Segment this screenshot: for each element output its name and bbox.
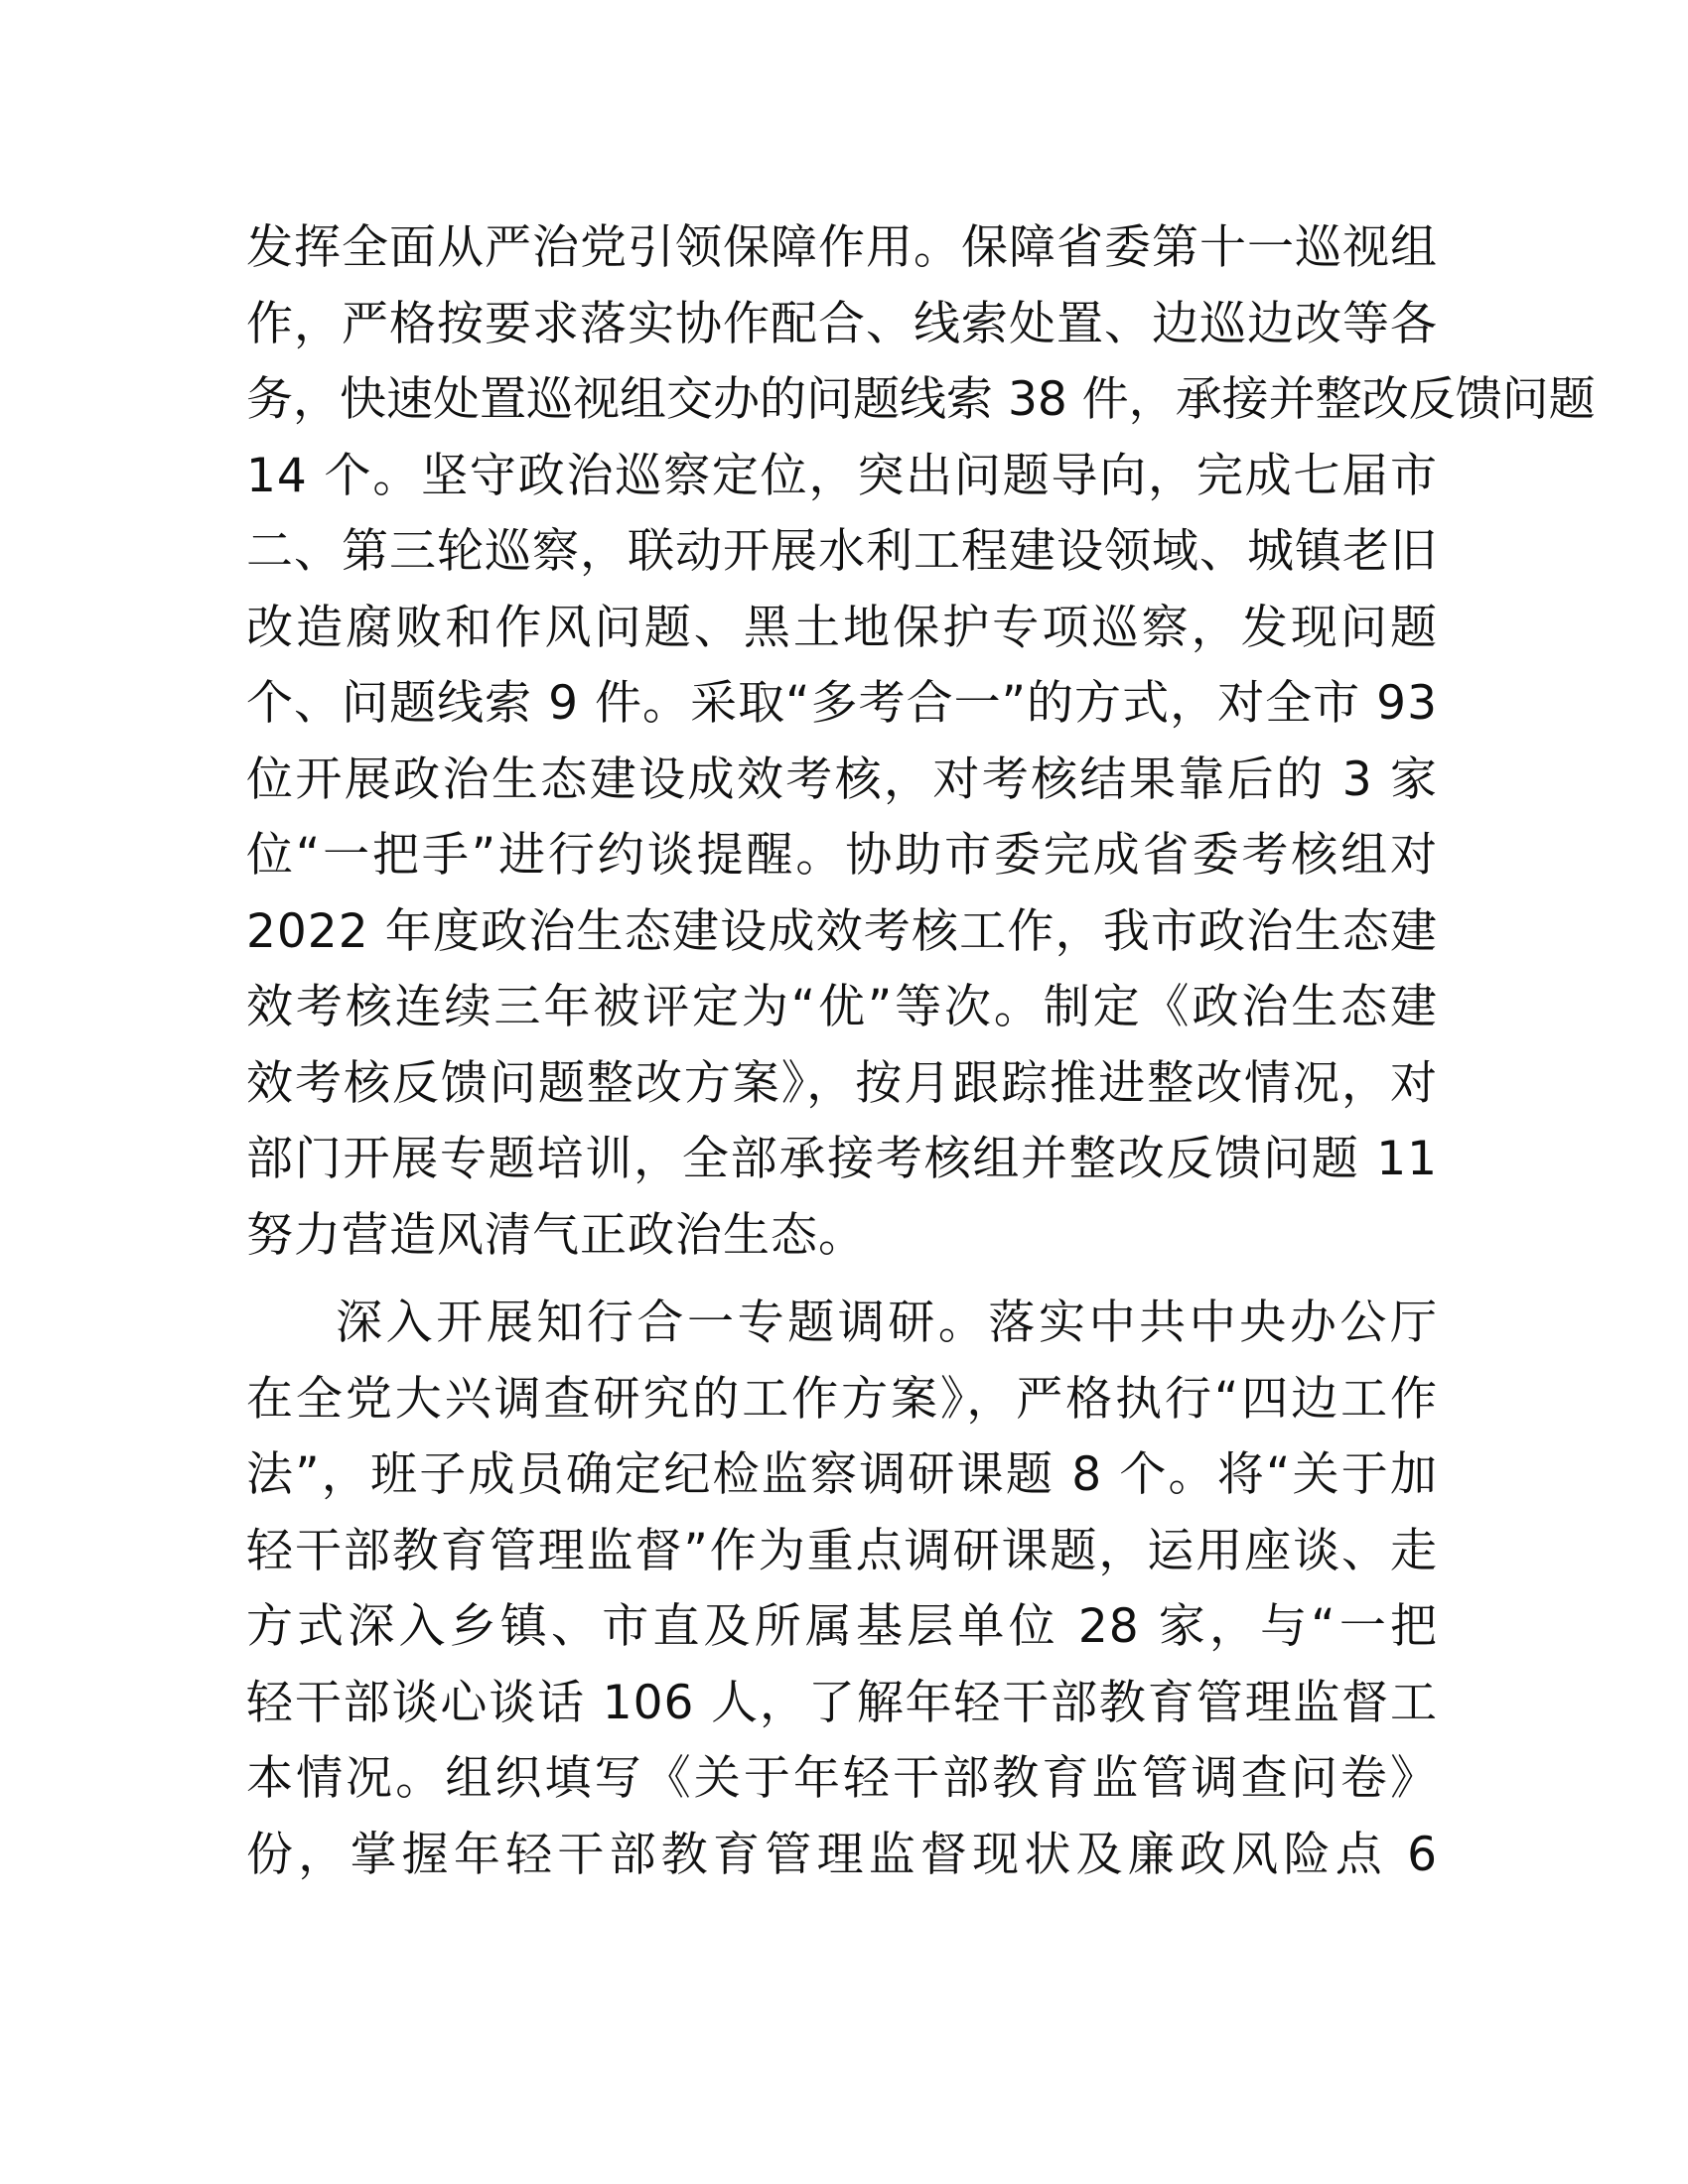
text-line: 个、问题线索 9 件。采取“多考合一”的方式，对全市 93	[246, 676, 1438, 731]
text-line: 二、第三轮巡察，联动开展水利工程建设领域、城镇老旧	[246, 524, 1438, 579]
text-line: 轻干部谈心谈话 106 人，了解年轻干部教育管理监督工	[246, 1675, 1438, 1730]
text-line: 在全党大兴调查研究的工作方案》，严格执行“四边工作	[246, 1371, 1438, 1427]
text-line: 2022 年度政治生态建设成效考核工作，我市政治生态建	[246, 903, 1438, 959]
text-line: 效考核连续三年被评定为“优”等次。制定《政治生态建	[246, 980, 1438, 1034]
text-line: 效考核反馈问题整改方案》，按月跟踪推进整改情况，对	[246, 1055, 1438, 1111]
paragraph-1	[246, 210, 1596, 1274]
text-line: 发挥全面从严治党引领保障作用。保障省委第十一巡视组	[246, 220, 1438, 275]
body-text	[246, 210, 1596, 1893]
text-line: 本情况。组织填写《关于年轻干部教育监管调查问卷》	[246, 1751, 1438, 1806]
text-line: 部门开展专题培训，全部承接考核组并整改反馈问题 11	[246, 1132, 1438, 1186]
text-line: 作，严格按要求落实协作配合、线索处置、边巡边改等各	[246, 296, 1438, 351]
text-line: 位“一把手”进行约谈提醒。协助市委完成省委考核组对	[246, 828, 1438, 883]
text-line: 法”，班子成员确定纪检监察调研课题 8 个。将“关于加	[246, 1447, 1438, 1502]
text-line: 深入开展知行合一专题调研。落实中共中央办公厅	[336, 1296, 1438, 1350]
text-line: 方式深入乡镇、市直及所属基层单位 28 家，与“一把	[246, 1599, 1438, 1654]
text-line: 位开展政治生态建设成效考核，对考核结果靠后的 3 家	[246, 751, 1438, 807]
text-line: 努力营造风清气正政治生态。	[246, 1207, 866, 1263]
text-line: 14 个。坚守政治巡察定位，突出问题导向，完成七届市	[246, 448, 1438, 503]
text-line: 务，快速处置巡视组交办的问题线索 38 件，承接并整改反馈问题	[246, 372, 1596, 427]
paragraph-spacer	[246, 1274, 1438, 1286]
text-line: 改造腐败和作风问题、黑土地保护专项巡察，发现问题	[246, 600, 1438, 655]
text-line: 轻干部教育管理监督”作为重点调研课题，运用座谈、走	[246, 1523, 1438, 1578]
text-line: 份，掌握年轻干部教育管理监督现状及廉政风险点 6	[246, 1827, 1438, 1882]
paragraph-2	[246, 1286, 1438, 1893]
